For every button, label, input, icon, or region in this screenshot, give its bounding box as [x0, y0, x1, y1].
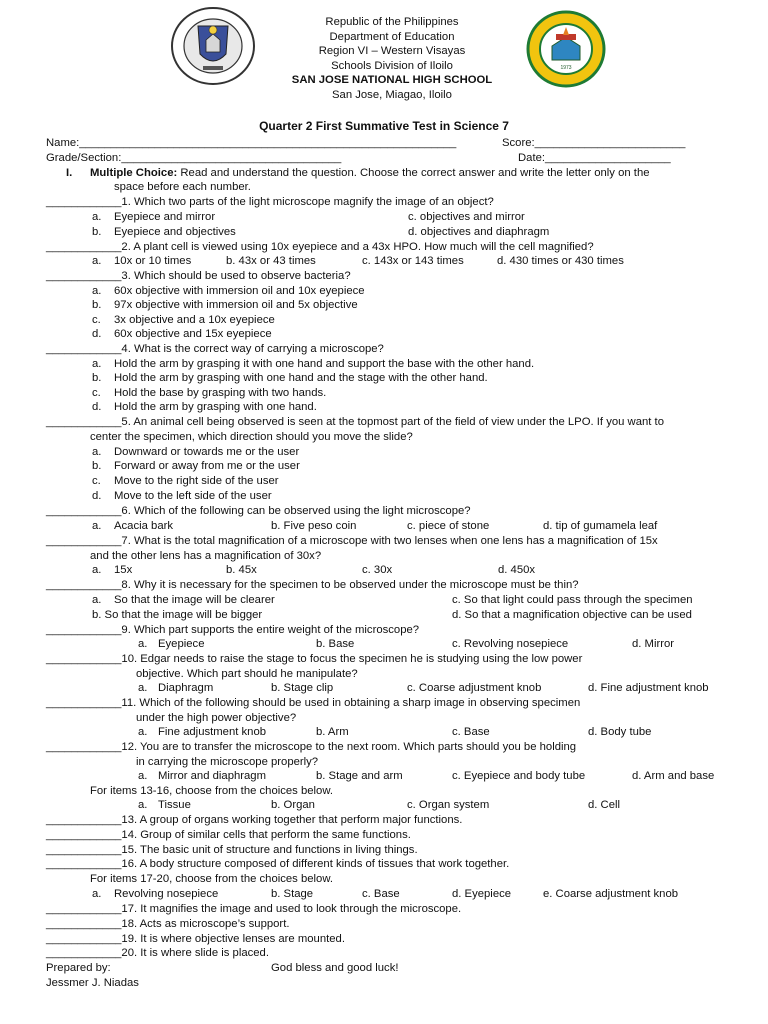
choice: d. Body tube [588, 726, 652, 738]
question-text: 3. Which should be used to observe bacteria? [121, 270, 351, 282]
choice: 97x objective with immersion oil and 5x objective [114, 299, 358, 311]
choice: 60x objective and 15x eyepiece [114, 328, 272, 340]
choice: Fine adjustment knob [158, 726, 267, 738]
question-text-cont: and the other lens has a magnification of 30x? [90, 550, 322, 562]
letterhead [8, 15, 768, 103]
question-text: 6. Which of the following can be observed using the light microscope? [121, 505, 471, 517]
choice: Move to the right side of the user [114, 475, 279, 487]
choice: c. Base [452, 726, 490, 738]
choice: Hold the arm by grasping with one hand and the stage with the other hand. [114, 372, 488, 384]
answer-blank[interactable]: ____________ [46, 858, 122, 870]
question-16 [46, 857, 509, 871]
question-text: 14. Group of similar cells that perform the same functions. [121, 829, 411, 841]
choice: d. Fine adjustment knob [588, 682, 709, 694]
answer-blank[interactable]: ____________ [46, 535, 122, 547]
choice: b. Base [316, 638, 355, 650]
choice-letter: a. [92, 594, 102, 606]
school-name: SAN JOSE NATIONAL HIGH SCHOOL [291, 74, 493, 87]
section-instruction-cont: space before each number. [114, 181, 251, 193]
question-text-cont: in carrying the microscope properly? [136, 756, 319, 768]
section-heading: Multiple Choice: [90, 167, 178, 179]
choice: b. Organ [271, 799, 315, 811]
question-9 [46, 623, 419, 637]
question-text: 10. Edgar needs to raise the stage to focus the specimen he is studying using the low power [121, 653, 583, 665]
question-text: 16. A body structure composed of different kinds of tissues that work together. [121, 858, 510, 870]
group-instruction: For items 17-20, choose from the choices below. [90, 873, 333, 885]
choice-letter: c. [92, 387, 101, 399]
question-13 [46, 813, 462, 827]
question-18 [46, 917, 289, 931]
choice: c. Base [362, 888, 400, 900]
choice: b. Five peso coin [271, 520, 357, 532]
choice-letter: d. [92, 328, 102, 340]
choice: Forward or away from me or the user [114, 460, 300, 472]
choice: Mirror and diaphragm [158, 770, 266, 782]
choice: 15x [114, 564, 133, 576]
choice: 3x objective and a 10x eyepiece [114, 314, 275, 326]
school-seal-year: 1973 [560, 65, 572, 71]
question-text: 13. A group of organs working together that perform major functions. [121, 814, 463, 826]
question-text: 20. It is where slide is placed. [121, 947, 269, 959]
question-text: 2. A plant cell is viewed using 10x eyepiece and a 43x HPO. How much will the cell magnified? [121, 241, 594, 253]
question-17 [46, 902, 461, 916]
group-instruction: For items 13-16, choose from the choices below. [90, 785, 333, 797]
answer-blank[interactable]: ____________ [46, 697, 122, 709]
choice-letter: a. [92, 520, 102, 532]
header-line: Department of Education [329, 30, 455, 43]
choice-letter: d. [92, 490, 102, 502]
choice-letter: b. [92, 299, 102, 311]
question-text: 15. The basic unit of structure and functions in living things. [121, 844, 418, 856]
question-3 [46, 269, 351, 283]
author-name: Jessmer J. Niadas [46, 977, 139, 989]
question-5 [46, 415, 664, 429]
question-text: 1. Which two parts of the light microscope magnify the image of an object? [121, 196, 494, 208]
question-15 [46, 843, 418, 857]
choice-letter: c. [92, 314, 101, 326]
choice: Acacia bark [114, 520, 174, 532]
answer-blank[interactable]: ____________ [46, 844, 122, 856]
answer-blank[interactable]: ____________ [46, 814, 122, 826]
choice-letter: c. [92, 475, 101, 487]
prepared-by-label: Prepared by: [46, 962, 111, 974]
score-field[interactable]: Score:________________________ [502, 137, 686, 149]
question-text: 8. Why it is necessary for the specimen to be observed under the microscope must be thin? [121, 579, 579, 591]
choice: d. Eyepiece [452, 888, 512, 900]
answer-blank[interactable]: ____________ [46, 918, 122, 930]
choice-letter: b. [92, 460, 102, 472]
question-11 [46, 696, 580, 710]
question-text: 18. Acts as microscope’s support. [121, 918, 290, 930]
choice-letter: a. [92, 255, 102, 267]
choice: c. Eyepiece and body tube [452, 770, 586, 782]
question-1 [46, 195, 494, 209]
school-address: San Jose, Miagao, Iloilo [332, 88, 452, 101]
choice: b. So that the image will be bigger [92, 609, 263, 621]
answer-blank[interactable]: ____________ [46, 579, 122, 591]
choice: Hold the base by grasping with two hands. [114, 387, 327, 399]
choice: Revolving nosepiece [114, 888, 219, 900]
grade-section-field[interactable]: Grade/Section:___________________________________ [46, 152, 342, 164]
question-12 [46, 740, 576, 754]
choice: b. 43x or 43 times [226, 255, 316, 267]
choice: Eyepiece and mirror [114, 211, 216, 223]
choice: c. objectives and mirror [408, 211, 525, 223]
choice-letter: a. [92, 446, 102, 458]
choice: Eyepiece and objectives [114, 226, 236, 238]
choice-letter: a. [138, 682, 148, 694]
question-text: 19. It is where objective lenses are mounted. [121, 933, 345, 945]
choice: b. Arm [316, 726, 349, 738]
choice: c. 143x or 143 times [362, 255, 464, 267]
choice: Downward or towards me or the user [114, 446, 300, 458]
choice: d. tip of gumamela leaf [543, 520, 658, 532]
answer-blank[interactable]: ____________ [46, 343, 122, 355]
choice: d. Arm and base [632, 770, 715, 782]
choice-letter: a. [92, 285, 102, 297]
choice: c. Revolving nosepiece [452, 638, 569, 650]
choice-letter: a. [92, 564, 102, 576]
choice-letter: a. [138, 799, 148, 811]
question-8 [46, 578, 579, 592]
section-instruction-text: Read and understand the question. Choose the correct answer and write the letter only on the [180, 167, 650, 179]
header-line: Republic of the Philippines [325, 16, 459, 28]
date-field[interactable]: Date:____________________ [518, 152, 671, 164]
choice: 60x objective with immersion oil and 10x eyepiece [114, 285, 365, 297]
choice-letter: d. [92, 401, 102, 413]
question-6 [46, 504, 471, 518]
question-2 [46, 240, 594, 254]
question-text: 9. Which part supports the entire weight of the microscope? [121, 624, 420, 636]
answer-blank[interactable]: ____________ [46, 741, 122, 753]
choice: d. 430 times or 430 times [497, 255, 624, 267]
choice: b. Stage and arm [316, 770, 403, 782]
question-text-cont: under the high power objective? [136, 712, 297, 724]
header-line: Schools Division of Iloilo [331, 59, 453, 72]
choice: Tissue [158, 799, 191, 811]
choice: Eyepiece [158, 638, 205, 650]
name-field[interactable]: Name:____________________________________________________________ [46, 137, 457, 149]
question-text: 7. What is the total magnification of a microscope with two lenses when one lens has a magnification of 15x [121, 535, 658, 547]
choice: b. 45x [226, 564, 257, 576]
answer-blank[interactable]: ____________ [46, 241, 122, 253]
choice-letter: a. [138, 726, 148, 738]
choice: b. Stage [271, 888, 314, 900]
choice: e. Coarse adjustment knob [543, 888, 679, 900]
answer-blank[interactable]: ____________ [46, 624, 122, 636]
page-title: Quarter 2 First Summative Test in Science 7 [259, 119, 509, 133]
question-text: 11. Which of the following should be used in obtaining a sharp image in observing specimen [121, 697, 581, 709]
answer-blank[interactable]: ____________ [46, 416, 122, 428]
answer-blank[interactable]: ____________ [46, 270, 122, 282]
choice-letter: b. [92, 226, 102, 238]
header-line: Region VI – Western Visayas [318, 45, 466, 58]
answer-blank[interactable]: ____________ [46, 196, 122, 208]
choice: d. 450x [498, 564, 536, 576]
choice-letter: a. [92, 358, 102, 370]
choice: 10x or 10 times [114, 255, 192, 267]
choice: Hold the arm by grasping it with one hand and support the base with the other hand. [114, 358, 535, 370]
choice: d. So that a magnification objective can be used [452, 609, 692, 621]
question-14 [46, 828, 411, 842]
answer-blank[interactable]: ____________ [46, 505, 122, 517]
section-numeral: I. [66, 167, 73, 179]
choice-letter: a. [92, 211, 102, 223]
answer-blank[interactable]: ____________ [46, 947, 122, 959]
choice: d. objectives and diaphragm [408, 226, 550, 238]
question-text-cont: center the specimen, which direction should you move the slide? [90, 431, 413, 443]
choice: c. Coarse adjustment knob [407, 682, 542, 694]
choice: d. Cell [588, 799, 621, 811]
choice: c. 30x [362, 564, 393, 576]
question-7 [46, 534, 658, 548]
school-seal-text [0, 0, 26, 14]
question-20 [46, 946, 269, 960]
question-10 [46, 652, 582, 666]
question-19 [46, 932, 345, 946]
choice-letter: b. [92, 372, 102, 384]
choice-letter: a. [138, 770, 148, 782]
answer-blank[interactable]: ____________ [46, 903, 122, 915]
question-text-cont: objective. Which part should he manipulate? [136, 668, 358, 680]
choice-letter: a. [138, 638, 148, 650]
choice: b. Stage clip [271, 682, 334, 694]
choice: Diaphragm [158, 682, 214, 694]
choice: Move to the left side of the user [114, 490, 272, 502]
question-4 [46, 342, 384, 356]
answer-blank[interactable]: ____________ [46, 653, 122, 665]
choice: c. So that light could pass through the specimen [452, 594, 693, 606]
question-text: 17. It magnifies the image and used to look through the microscope. [121, 903, 462, 915]
choice-letter: a. [92, 888, 102, 900]
answer-blank[interactable]: ____________ [46, 933, 122, 945]
choice: c. Organ system [407, 799, 490, 811]
closing-message: God bless and good luck! [271, 962, 399, 974]
choice: Hold the arm by grasping with one hand. [114, 401, 317, 413]
question-text: 5. An animal cell being observed is seen at the topmost part of the field of view under the LPO. If you want to [121, 416, 664, 428]
section-instruction [90, 166, 650, 180]
choice: c. piece of stone [407, 520, 490, 532]
choice: So that the image will be clearer [114, 594, 275, 606]
question-text: 4. What is the correct way of carrying a microscope? [121, 343, 384, 355]
question-text: 12. You are to transfer the microscope to the next room. Which parts should you be holding [121, 741, 577, 753]
answer-blank[interactable]: ____________ [46, 829, 122, 841]
choice: d. Mirror [632, 638, 675, 650]
